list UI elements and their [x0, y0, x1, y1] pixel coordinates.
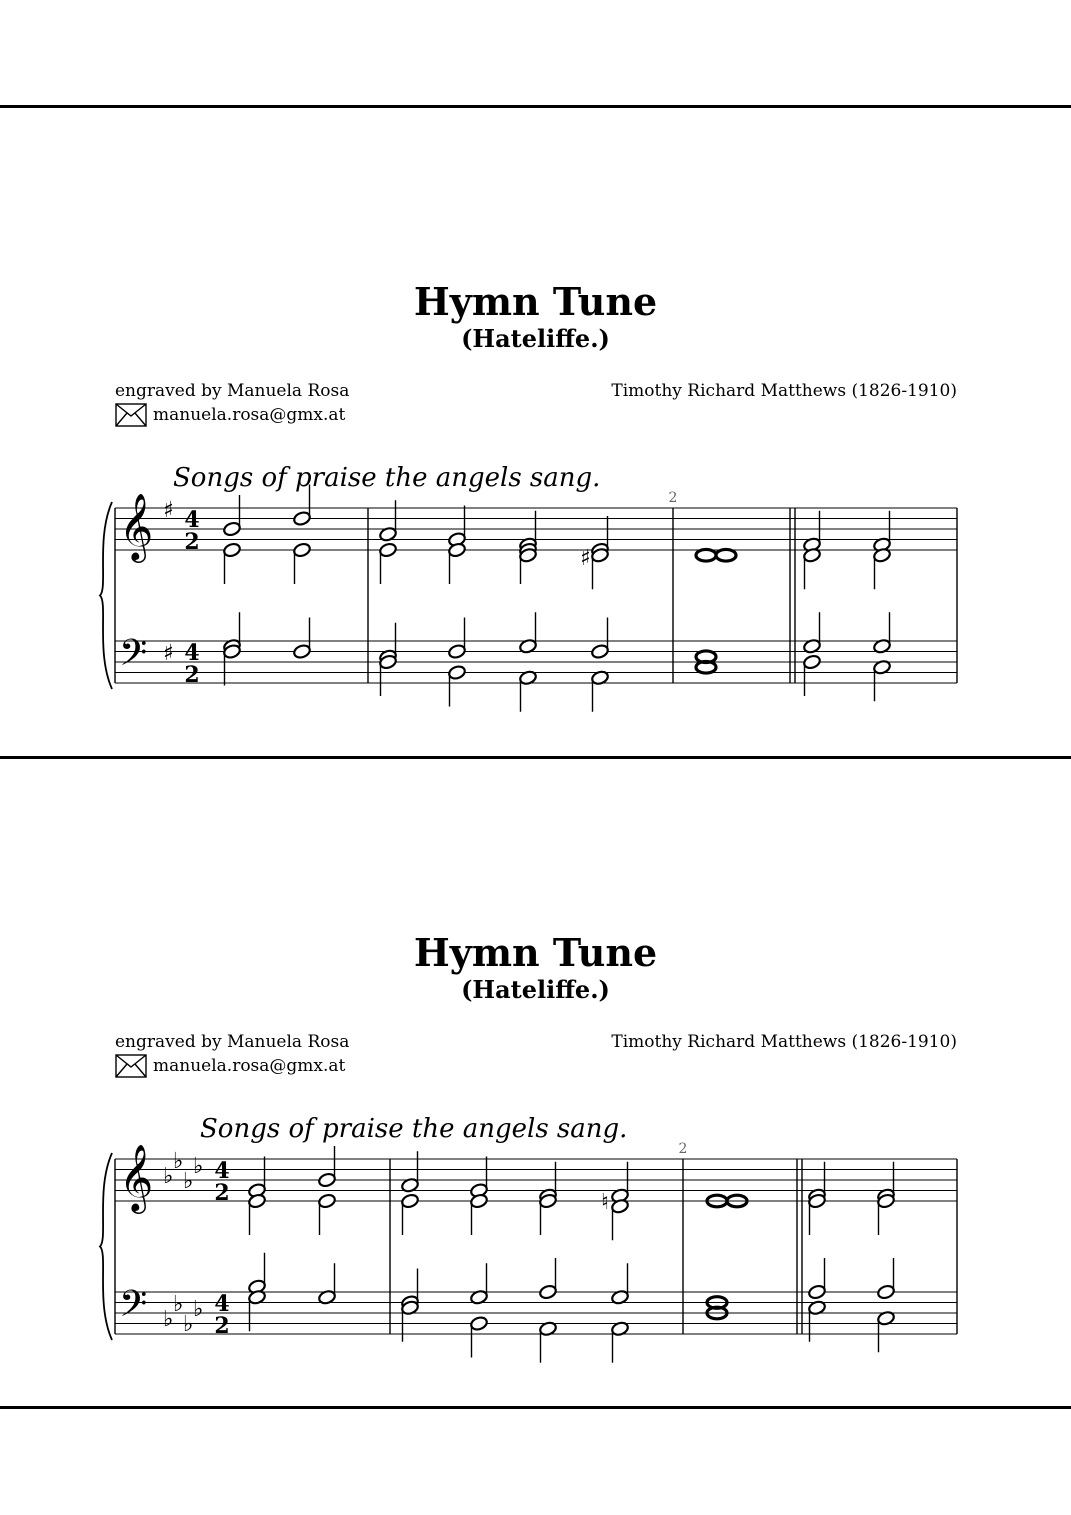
bass-clef: 𝄢: [119, 1283, 148, 1334]
bass-half-note: [448, 665, 467, 681]
bar-number: 2: [668, 490, 678, 506]
bass-time-signature-numerator: 4: [214, 1291, 230, 1317]
piece-subtitle: (Hateliffe.): [461, 324, 610, 353]
treble-time-signature-numerator: 4: [184, 507, 200, 533]
score-snippet-2: [0, 761, 1071, 1401]
separator-rule-top: [0, 105, 1071, 108]
treble-key-signature-accidental: ♭: [183, 1169, 194, 1194]
brace: [100, 1153, 112, 1340]
brace: [100, 502, 112, 689]
separator-rule-middle: [0, 756, 1071, 759]
treble-clef: 𝄞: [119, 492, 154, 560]
bass-time-signature-numerator: 4: [184, 640, 200, 666]
treble-key-signature-accidental: ♭: [173, 1149, 184, 1174]
separator-rule-bottom: [0, 1406, 1071, 1409]
accidental: ♮: [601, 1190, 609, 1215]
treble-whole-note: [696, 549, 716, 561]
engraver-credit: engraved by Manuela Rosa: [115, 1032, 350, 1052]
tempo-marking: Songs of praise the angels sang.: [200, 1114, 628, 1144]
treble-half-note: [293, 542, 312, 558]
piece-title: Hymn Tune: [413, 930, 658, 975]
tempo-marking: Songs of praise the angels sang.: [173, 463, 601, 493]
piece-subtitle: (Hateliffe.): [461, 975, 610, 1004]
bass-half-note: [470, 1316, 489, 1332]
composer-credit: Timothy Richard Matthews (1826-1910): [611, 381, 957, 401]
score-snippet-1: [0, 110, 1071, 750]
bass-time-signature-denominator: 2: [214, 1313, 230, 1339]
treble-key-signature-accidental: ♯: [163, 498, 174, 523]
bass-key-signature-accidental: ♯: [163, 641, 174, 666]
treble-half-note: [379, 542, 398, 558]
email-address[interactable]: manuela.rosa@gmx.at: [153, 1056, 346, 1076]
treble-whole-note: [716, 549, 736, 561]
treble-time-signature-denominator: 2: [184, 529, 200, 555]
treble-half-note: [318, 1172, 337, 1188]
treble-key-signature-accidental: ♭: [193, 1154, 204, 1179]
bass-key-signature-accidental: ♭: [163, 1307, 174, 1332]
bass-half-note: [591, 644, 610, 660]
bass-half-note: [803, 654, 822, 670]
bass-half-note: [808, 1284, 827, 1300]
bass-key-signature-accidental: ♭: [193, 1297, 204, 1322]
treble-half-note: [401, 1193, 420, 1209]
bass-key-signature-accidental: ♭: [173, 1292, 184, 1317]
treble-time-signature-numerator: 4: [214, 1158, 230, 1184]
score-system: [0, 110, 1071, 750]
treble-clef: 𝄞: [119, 1143, 154, 1211]
accidental: ♯: [580, 546, 591, 571]
treble-key-signature-accidental: ♭: [163, 1164, 174, 1189]
composer-credit: Timothy Richard Matthews (1826-1910): [611, 1032, 957, 1052]
bass-half-note: [293, 644, 312, 660]
treble-time-signature-denominator: 2: [214, 1180, 230, 1206]
bass-key-signature-accidental: ♭: [183, 1312, 194, 1337]
engraver-credit: engraved by Manuela Rosa: [115, 381, 350, 401]
treble-half-note: [293, 511, 312, 527]
bass-half-note: [877, 1284, 896, 1300]
bass-time-signature-denominator: 2: [184, 662, 200, 688]
bass-half-note: [448, 644, 467, 660]
treble-half-note: [318, 1193, 337, 1209]
piece-title: Hymn Tune: [413, 279, 658, 324]
bass-half-note: [539, 1284, 558, 1300]
treble-half-note: [223, 542, 242, 558]
bass-clef: 𝄢: [119, 632, 148, 683]
treble-half-note: [223, 521, 242, 537]
bar-number: 2: [678, 1141, 688, 1157]
score-system: [0, 761, 1071, 1401]
email-address[interactable]: manuela.rosa@gmx.at: [153, 405, 346, 425]
